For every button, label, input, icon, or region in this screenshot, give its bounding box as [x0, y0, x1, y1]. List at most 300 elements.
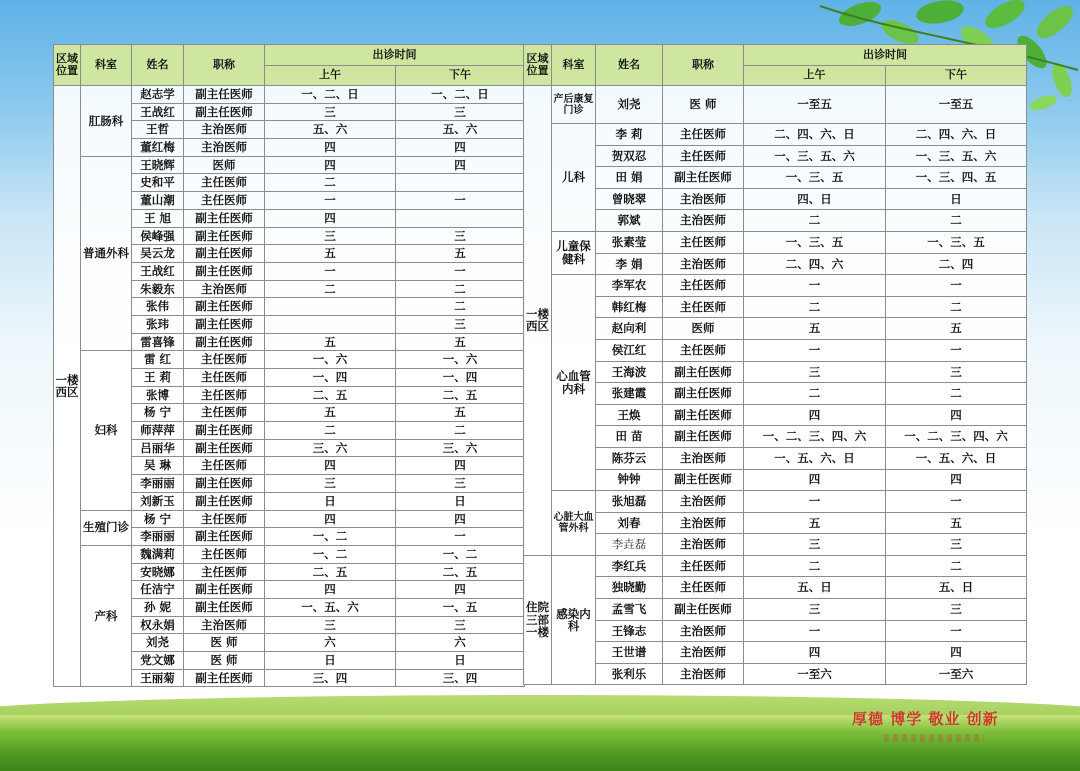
doctor-name: 张旭磊 — [596, 491, 663, 513]
doctor-name: 张利乐 — [596, 663, 663, 685]
doctor-title: 副主任医师 — [184, 333, 265, 351]
doctor-title: 副主任医师 — [184, 103, 265, 121]
pm-schedule: 三 — [396, 227, 525, 245]
pm-schedule: 五、六 — [396, 121, 525, 139]
pm-schedule: 二 — [886, 383, 1027, 405]
doctor-name: 史和平 — [132, 174, 184, 192]
doctor-title: 主任医师 — [184, 192, 265, 210]
doctor-title: 主治医师 — [663, 491, 744, 513]
am-schedule: 一、二 — [265, 528, 396, 546]
table-row — [524, 555, 1027, 577]
table-row — [524, 491, 1027, 513]
am-schedule: 一 — [744, 620, 886, 642]
header-am: 上午 — [265, 66, 396, 86]
pm-schedule: 三 — [886, 599, 1027, 621]
doctor-name: 吕丽华 — [132, 439, 184, 457]
doctor-name: 张博 — [132, 386, 184, 404]
pm-schedule: 二 — [396, 422, 525, 440]
pm-schedule: 五 — [886, 318, 1027, 340]
doctor-title: 主任医师 — [184, 369, 265, 387]
am-schedule: 三 — [265, 475, 396, 493]
table-row — [54, 351, 525, 369]
am-schedule: 四 — [265, 581, 396, 599]
pm-schedule: 三 — [396, 475, 525, 493]
doctor-title: 副主任医师 — [663, 469, 744, 491]
pm-schedule: 五 — [396, 404, 525, 422]
pm-schedule: 一、三、五、六 — [886, 145, 1027, 167]
doctor-title: 副主任医师 — [663, 383, 744, 405]
table-row — [524, 253, 1027, 275]
pm-schedule: 二 — [886, 296, 1027, 318]
doctor-name: 王锋志 — [596, 620, 663, 642]
am-schedule: 五、六 — [265, 121, 396, 139]
am-schedule: 二 — [744, 383, 886, 405]
am-schedule: 一、三、五 — [744, 231, 886, 253]
header-title: 职称 — [663, 45, 744, 86]
am-schedule: 二、四、六 — [744, 253, 886, 275]
table-row — [524, 577, 1027, 599]
am-schedule: 六 — [265, 634, 396, 652]
slogan-reflection — [884, 734, 984, 742]
table-row — [524, 231, 1027, 253]
doctor-name: 独晓勤 — [596, 577, 663, 599]
doctor-name: 王丽菊 — [132, 669, 184, 687]
pm-schedule: 日 — [396, 492, 525, 510]
pm-schedule: 四 — [396, 139, 525, 157]
doctor-name: 陈芬云 — [596, 447, 663, 469]
pm-schedule: 三 — [396, 315, 525, 333]
pm-schedule: 五 — [396, 245, 525, 263]
doctor-name: 吴 琳 — [132, 457, 184, 475]
doctor-name: 李 娟 — [596, 253, 663, 275]
pm-schedule: 一 — [396, 262, 525, 280]
header-region: 区域位置 — [524, 45, 552, 86]
table-row — [524, 145, 1027, 167]
doctor-name: 曾晓翠 — [596, 188, 663, 210]
doctor-title: 副主任医师 — [184, 581, 265, 599]
schedule-table-left — [53, 44, 525, 687]
am-schedule: 四 — [744, 404, 886, 426]
doctor-name: 李军农 — [596, 275, 663, 297]
am-schedule: 一至五 — [744, 86, 886, 124]
header-dept: 科室 — [552, 45, 596, 86]
table-row — [524, 124, 1027, 146]
pm-schedule: 一至六 — [886, 663, 1027, 685]
doctor-title: 副主任医师 — [184, 262, 265, 280]
doctor-title: 副主任医师 — [184, 315, 265, 333]
am-schedule: 三 — [744, 361, 886, 383]
slogan: 厚德 博学 敬业 创新 — [852, 710, 999, 728]
doctor-name: 张伟 — [132, 298, 184, 316]
doctor-title: 主任医师 — [663, 124, 744, 146]
pm-schedule: 一 — [886, 339, 1027, 361]
doctor-name: 刘新玉 — [132, 492, 184, 510]
pm-schedule: 二 — [886, 555, 1027, 577]
doctor-name: 党文娜 — [132, 652, 184, 670]
am-schedule: 五 — [265, 333, 396, 351]
doctor-name: 田 苗 — [596, 426, 663, 448]
pm-schedule: 一、四 — [396, 369, 525, 387]
am-schedule: 五、日 — [744, 577, 886, 599]
doctor-name: 安晓娜 — [132, 563, 184, 581]
doctor-name: 吴云龙 — [132, 245, 184, 263]
pm-schedule: 一、三、四、五 — [886, 167, 1027, 189]
am-schedule: 三 — [265, 227, 396, 245]
doctor-title: 主任医师 — [184, 457, 265, 475]
am-schedule: 三 — [744, 599, 886, 621]
pm-schedule: 三、四 — [396, 669, 525, 687]
am-schedule: 日 — [265, 492, 396, 510]
doctor-title: 副主任医师 — [184, 528, 265, 546]
doctor-title: 主任医师 — [184, 386, 265, 404]
doctor-name: 朱毅东 — [132, 280, 184, 298]
doctor-title: 主治医师 — [663, 512, 744, 534]
am-schedule: 四 — [265, 209, 396, 227]
table-row — [524, 167, 1027, 189]
table-row — [54, 545, 525, 563]
region-cell: 一楼西区 — [54, 86, 81, 687]
am-schedule: 二、四、六、日 — [744, 124, 886, 146]
doctor-title: 副主任医师 — [184, 227, 265, 245]
am-schedule: 一 — [744, 339, 886, 361]
doctor-name: 李丽丽 — [132, 528, 184, 546]
doctor-title: 副主任医师 — [184, 439, 265, 457]
am-schedule: 四 — [744, 469, 886, 491]
doctor-name: 王世谱 — [596, 642, 663, 664]
pm-schedule: 三 — [886, 361, 1027, 383]
doctor-name: 雷喜锋 — [132, 333, 184, 351]
doctor-title: 主治医师 — [663, 210, 744, 232]
am-schedule: 一 — [265, 192, 396, 210]
pm-schedule: 四 — [396, 581, 525, 599]
doctor-name: 张素莹 — [596, 231, 663, 253]
dept-cell: 儿科 — [552, 124, 596, 232]
pm-schedule — [396, 174, 525, 192]
doctor-title: 主任医师 — [184, 351, 265, 369]
table-row — [524, 339, 1027, 361]
dept-cell: 心血管内科 — [552, 275, 596, 491]
table-row — [54, 510, 525, 528]
header-name: 姓名 — [132, 45, 184, 86]
header-region: 区域位置 — [54, 45, 81, 86]
doctor-title: 医 师 — [184, 652, 265, 670]
doctor-title: 副主任医师 — [184, 245, 265, 263]
am-schedule: 一 — [744, 275, 886, 297]
doctor-name: 侯江红 — [596, 339, 663, 361]
table-row — [524, 663, 1027, 685]
am-schedule: 一、三、五、六 — [744, 145, 886, 167]
pm-schedule: 一、五、六、日 — [886, 447, 1027, 469]
doctor-name: 刘春 — [596, 512, 663, 534]
doctor-title: 副主任医师 — [663, 361, 744, 383]
am-schedule — [265, 315, 396, 333]
pm-schedule: 四 — [396, 156, 525, 174]
doctor-name: 杨 宁 — [132, 404, 184, 422]
doctor-title: 主任医师 — [184, 404, 265, 422]
doctor-name: 孟雪飞 — [596, 599, 663, 621]
pm-schedule: 一、二、日 — [396, 86, 525, 104]
am-schedule: 二 — [265, 422, 396, 440]
pm-schedule: 日 — [396, 652, 525, 670]
table-row — [524, 599, 1027, 621]
pm-schedule: 一至五 — [886, 86, 1027, 124]
pm-schedule: 三 — [396, 103, 525, 121]
table-row — [524, 620, 1027, 642]
doctor-title: 主治医师 — [184, 616, 265, 634]
am-schedule: 一至六 — [744, 663, 886, 685]
table-row — [524, 210, 1027, 232]
header-dept: 科室 — [81, 45, 132, 86]
table-row — [524, 469, 1027, 491]
am-schedule: 五 — [744, 318, 886, 340]
doctor-name: 张玮 — [132, 315, 184, 333]
doctor-name: 王海波 — [596, 361, 663, 383]
doctor-name: 王焕 — [596, 404, 663, 426]
am-schedule: 一、六 — [265, 351, 396, 369]
doctor-title: 主治医师 — [663, 642, 744, 664]
doctor-title: 副主任医师 — [184, 422, 265, 440]
am-schedule: 三、四 — [265, 669, 396, 687]
doctor-name: 王晓辉 — [132, 156, 184, 174]
doctor-title: 主任医师 — [184, 545, 265, 563]
dept-cell: 肛肠科 — [81, 86, 132, 157]
pm-schedule: 二、四、六、日 — [886, 124, 1027, 146]
doctor-name: 赵向利 — [596, 318, 663, 340]
doctor-name: 魏满莉 — [132, 545, 184, 563]
pm-schedule: 二 — [396, 298, 525, 316]
am-schedule: 四 — [265, 156, 396, 174]
region-cell: 住院三部一楼 — [524, 555, 552, 685]
doctor-title: 主治医师 — [663, 534, 744, 556]
doctor-title: 医 师 — [184, 634, 265, 652]
am-schedule: 二、五 — [265, 386, 396, 404]
doctor-name: 雷 红 — [132, 351, 184, 369]
doctor-title: 主治医师 — [663, 447, 744, 469]
doctor-title: 主任医师 — [184, 510, 265, 528]
header-time: 出诊时间 — [265, 45, 525, 66]
am-schedule: 三 — [265, 616, 396, 634]
am-schedule: 二 — [744, 555, 886, 577]
doctor-title: 医师 — [663, 318, 744, 340]
doctor-title: 主任医师 — [663, 555, 744, 577]
doctor-title: 副主任医师 — [663, 426, 744, 448]
am-schedule: 一 — [265, 262, 396, 280]
pm-schedule: 一、五 — [396, 598, 525, 616]
am-schedule: 四 — [744, 642, 886, 664]
doctor-title: 主任医师 — [663, 275, 744, 297]
header-pm: 下午 — [396, 66, 525, 86]
dept-cell: 生殖门诊 — [81, 510, 132, 545]
dept-cell: 心脏大血管外科 — [552, 491, 596, 556]
doctor-name: 田 娟 — [596, 167, 663, 189]
doctor-name: 王 莉 — [132, 369, 184, 387]
doctor-name: 李丽丽 — [132, 475, 184, 493]
doctor-title: 副主任医师 — [663, 599, 744, 621]
doctor-name: 贺双忍 — [596, 145, 663, 167]
pm-schedule: 一、三、五 — [886, 231, 1027, 253]
table-row — [524, 275, 1027, 297]
doctor-title: 主任医师 — [184, 174, 265, 192]
doctor-title: 副主任医师 — [184, 298, 265, 316]
doctor-name: 任洁宁 — [132, 581, 184, 599]
am-schedule — [265, 298, 396, 316]
am-schedule: 一、五、六 — [265, 598, 396, 616]
pm-schedule: 二、四 — [886, 253, 1027, 275]
am-schedule: 一 — [744, 491, 886, 513]
pm-schedule: 二、五 — [396, 386, 525, 404]
pm-schedule: 四 — [886, 469, 1027, 491]
doctor-title: 副主任医师 — [184, 209, 265, 227]
dept-cell: 产后康复门诊 — [552, 86, 596, 124]
doctor-title: 医 师 — [663, 86, 744, 124]
table-row — [524, 188, 1027, 210]
header-name: 姓名 — [596, 45, 663, 86]
doctor-name: 赵志学 — [132, 86, 184, 104]
doctor-name: 王哲 — [132, 121, 184, 139]
am-schedule: 二 — [265, 280, 396, 298]
doctor-name: 董红梅 — [132, 139, 184, 157]
doctor-name: 王 旭 — [132, 209, 184, 227]
doctor-title: 主任医师 — [663, 577, 744, 599]
doctor-title: 主任医师 — [663, 145, 744, 167]
pm-schedule: 一、二、三、四、六 — [886, 426, 1027, 448]
doctor-name: 王战红 — [132, 262, 184, 280]
pm-schedule: 一、二 — [396, 545, 525, 563]
doctor-name: 侯峰强 — [132, 227, 184, 245]
doctor-title: 副主任医师 — [663, 167, 744, 189]
doctor-name: 刘尧 — [596, 86, 663, 124]
am-schedule: 五 — [265, 245, 396, 263]
dept-cell: 儿童保健科 — [552, 231, 596, 274]
doctor-name: 郭斌 — [596, 210, 663, 232]
header-pm: 下午 — [886, 66, 1027, 86]
pm-schedule: 四 — [396, 457, 525, 475]
doctor-name: 孙 妮 — [132, 598, 184, 616]
table-row — [524, 296, 1027, 318]
table-row — [524, 447, 1027, 469]
am-schedule: 五 — [265, 404, 396, 422]
pm-schedule: 二 — [886, 210, 1027, 232]
am-schedule: 四 — [265, 139, 396, 157]
am-schedule: 二 — [265, 174, 396, 192]
doctor-title: 主治医师 — [184, 121, 265, 139]
pm-schedule: 日 — [886, 188, 1027, 210]
pm-schedule: 四 — [886, 642, 1027, 664]
am-schedule: 一、二、三、四、六 — [744, 426, 886, 448]
doctor-title: 副主任医师 — [663, 404, 744, 426]
am-schedule: 一、二、日 — [265, 86, 396, 104]
doctor-title: 医师 — [184, 156, 265, 174]
header-time: 出诊时间 — [744, 45, 1027, 66]
am-schedule: 二 — [744, 296, 886, 318]
pm-schedule: 二 — [396, 280, 525, 298]
doctor-title: 副主任医师 — [184, 86, 265, 104]
pm-schedule: 五 — [396, 333, 525, 351]
am-schedule: 一、三、五 — [744, 167, 886, 189]
dept-cell: 感染内科 — [552, 555, 596, 685]
doctor-name: 刘尧 — [132, 634, 184, 652]
pm-schedule: 三 — [886, 534, 1027, 556]
am-schedule: 五 — [744, 512, 886, 534]
doctor-title: 主任医师 — [184, 563, 265, 581]
table-row — [524, 383, 1027, 405]
doctor-title: 主治医师 — [184, 280, 265, 298]
pm-schedule: 五、日 — [886, 577, 1027, 599]
doctor-name: 师萍萍 — [132, 422, 184, 440]
am-schedule: 二、五 — [265, 563, 396, 581]
doctor-title: 副主任医师 — [184, 669, 265, 687]
table-row — [524, 426, 1027, 448]
pm-schedule: 一 — [886, 620, 1027, 642]
schedule-table-right — [523, 44, 1027, 685]
table-row — [54, 156, 525, 174]
am-schedule: 一、四 — [265, 369, 396, 387]
table-row — [524, 642, 1027, 664]
pm-schedule: 四 — [396, 510, 525, 528]
doctor-title: 主治医师 — [663, 188, 744, 210]
region-cell: 一楼西区 — [524, 86, 552, 556]
doctor-name: 钟钟 — [596, 469, 663, 491]
pm-schedule: 六 — [396, 634, 525, 652]
pm-schedule — [396, 209, 525, 227]
header-am: 上午 — [744, 66, 886, 86]
doctor-name: 韩红梅 — [596, 296, 663, 318]
doctor-title: 主任医师 — [663, 339, 744, 361]
dept-cell: 产科 — [81, 545, 132, 687]
doctor-title: 副主任医师 — [184, 598, 265, 616]
table-row — [524, 86, 1027, 124]
table-row — [524, 318, 1027, 340]
doctor-title: 主治医师 — [663, 663, 744, 685]
am-schedule: 四 — [265, 457, 396, 475]
pm-schedule: 一 — [396, 192, 525, 210]
pm-schedule: 一、六 — [396, 351, 525, 369]
doctor-title: 主治医师 — [184, 139, 265, 157]
table-row — [524, 361, 1027, 383]
am-schedule: 二 — [744, 210, 886, 232]
doctor-title: 副主任医师 — [184, 475, 265, 493]
am-schedule: 三、六 — [265, 439, 396, 457]
doctor-name: 杨 宁 — [132, 510, 184, 528]
am-schedule: 三 — [265, 103, 396, 121]
doctor-title: 主治医师 — [663, 253, 744, 275]
header-title: 职称 — [184, 45, 265, 86]
doctor-title: 副主任医师 — [184, 492, 265, 510]
pm-schedule: 一 — [886, 275, 1027, 297]
pm-schedule: 五 — [886, 512, 1027, 534]
pm-schedule: 一 — [396, 528, 525, 546]
pm-schedule: 一 — [886, 491, 1027, 513]
am-schedule: 四 — [265, 510, 396, 528]
doctor-name: 王战红 — [132, 103, 184, 121]
table-row — [524, 512, 1027, 534]
dept-cell: 普通外科 — [81, 156, 132, 351]
dept-cell: 妇科 — [81, 351, 132, 510]
pm-schedule: 三 — [396, 616, 525, 634]
doctor-title: 主任医师 — [663, 231, 744, 253]
doctor-name: 李垚磊 — [596, 534, 663, 556]
doctor-name: 李红兵 — [596, 555, 663, 577]
pm-schedule: 三、六 — [396, 439, 525, 457]
pm-schedule: 二、五 — [396, 563, 525, 581]
am-schedule: 日 — [265, 652, 396, 670]
table-row — [524, 534, 1027, 556]
doctor-title: 主治医师 — [663, 620, 744, 642]
table-row — [524, 404, 1027, 426]
doctor-name: 李 莉 — [596, 124, 663, 146]
am-schedule: 一、二 — [265, 545, 396, 563]
am-schedule: 四、日 — [744, 188, 886, 210]
